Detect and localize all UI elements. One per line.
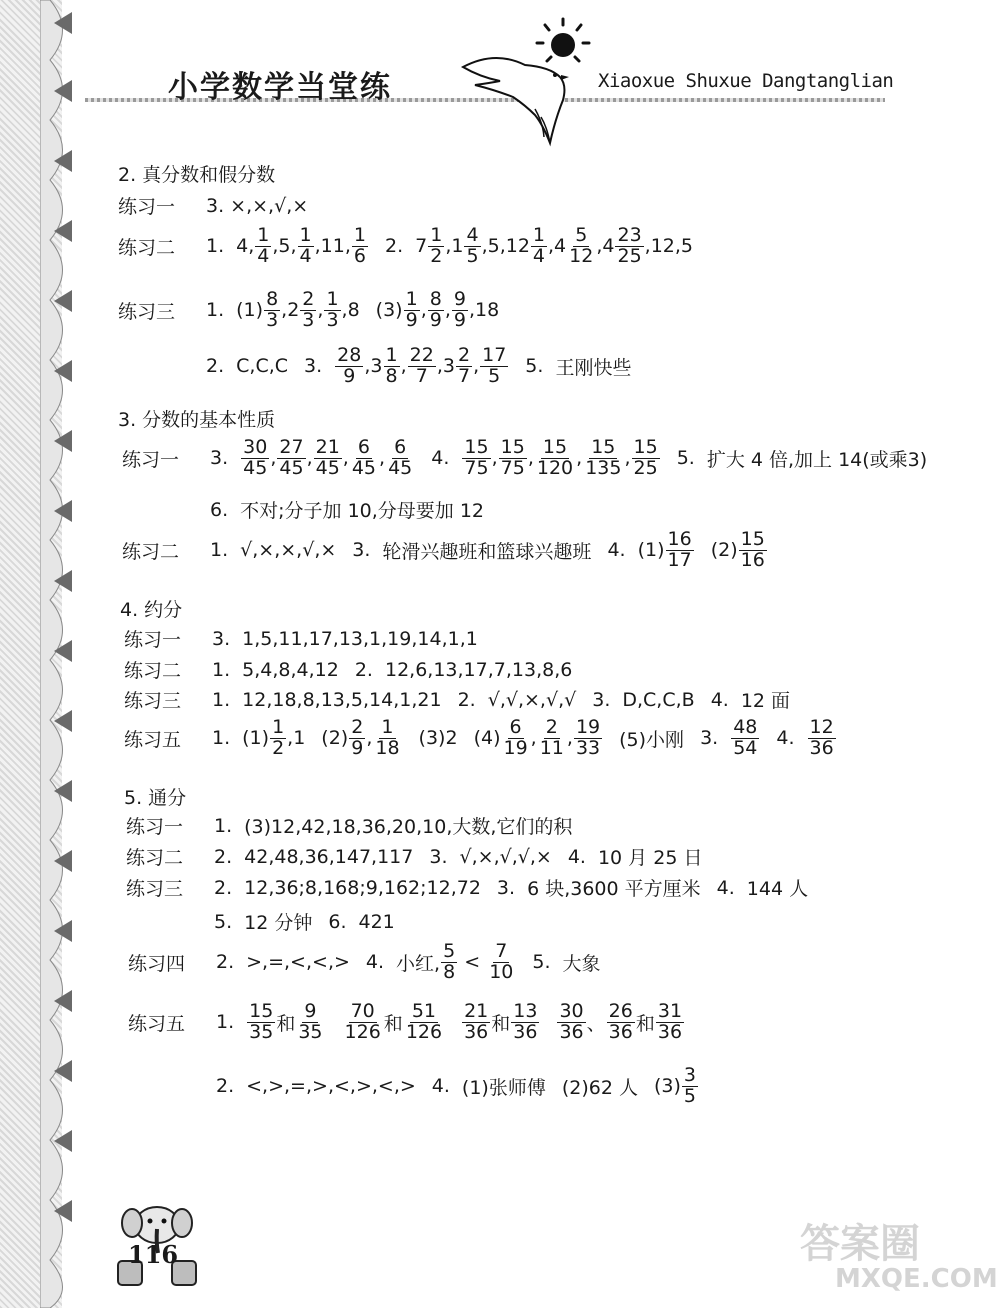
answer-row: 练习三 2. 12,36;8,168;9,162;12,72 3. 6 块,3600 平方厘米 4. 144 人 — [126, 874, 808, 901]
answer-row: 练习三 1. 12,18,8,13,5,14,1,21 2. √,√,×,√,√ 3. D,C,C,B 4. 12 面 — [124, 686, 790, 713]
answer-row: 5. 12 分钟 6. 421 — [214, 910, 395, 934]
answer-row: 6. 不对;分子加 10,分母要加 12 — [210, 498, 485, 522]
watermark: 答案圈 — [800, 1221, 920, 1267]
section-heading: 4. 约分 — [120, 599, 183, 621]
exercise-label: 练习三 — [124, 690, 182, 712]
section-heading: 5. 通分 — [124, 787, 187, 809]
header-title: 小学数学当堂练 — [168, 70, 392, 105]
exercise-label: 练习五 — [128, 1012, 186, 1035]
answer-row: 练习五 1. $\frac{15}{35}$ 和 $\frac{9}{35}$ $\frac{70}{126}$ 和 $\frac{51}{126}$ $\frac{21}{36}$ 和 $\frac{13}{36}$ $\frac{30}{36}$ 、 $\frac{26}{36}$ 和 $\frac{31}{36}$ — [128, 1000, 683, 1043]
header-subtitle: Xiaoxue Shuxue Dangtanglian — [598, 70, 894, 92]
answer-row: 练习一 3. 1,5,11,17,13,1,19,14,1,1 — [124, 625, 478, 652]
section-heading: 2. 真分数和假分数 — [118, 164, 276, 186]
exercise-label: 练习五 — [124, 728, 182, 751]
exercise-label: 练习二 — [122, 540, 180, 563]
exercise-label: 练习一 — [124, 629, 182, 651]
watermark-url: MXQE.COM — [835, 1264, 998, 1294]
answer-row: 练习二 1. 5,4,8,4,12 2. 12,6,13,17,7,13,8,6 — [124, 656, 572, 683]
answer-row: 练习二 1. √,×,×,√,× 3. 轮滑兴趣班和篮球兴趣班 4. (1) $\frac{16}{17}$ (2) $\frac{15}{16}$ — [122, 528, 765, 571]
exercise-label: 练习三 — [126, 878, 184, 900]
exercise-label: 练习三 — [118, 300, 176, 323]
exercise-label: 练习一 — [126, 816, 184, 838]
answer-row: 2. <,>,=,>,<,>,<,> 4. (1)张师傅 (2)62 人 (3) $\frac{3}{5}$ — [216, 1064, 696, 1107]
answer-row: 练习一 1. (3)12,42,18,36,20,10,大数,它们的积 — [126, 812, 572, 839]
answer-row: 练习五 1. (1) $\frac{1}{2}$ ,1 (2) $\frac{2}{9}$ , $\frac{1}{18}$ (3)2 (4) $\frac{6}{19}$ , $\frac{2}{11}$ , $\frac{19}{33}$ (5)小刚 3. $\frac{48}{54}$ 4. $\frac{12}{36}$ — [124, 716, 834, 759]
answer-row: 练习二 2. 42,48,36,147,117 3. √,×,√,√,× 4. 10 月 25 日 — [126, 843, 702, 870]
exercise-label: 练习四 — [128, 952, 186, 975]
exercise-label: 练习一 — [118, 196, 176, 218]
page-number: 116 — [128, 1240, 179, 1269]
answer-row: 练习二 1. 4, $\frac{1}{4}$ ,5, $\frac{1}{4}$ ,11, $\frac{1}{6}$ 2. 7 $\frac{1}{2}$ ,1 $\frac{4}{5}$ ,5,12 $\frac{1}{4}$ ,4 $\frac{5}{12}$ ,4 $\frac{23}{25}$ ,12,5 — [118, 224, 694, 267]
answer-row: 2. C,C,C 3. $\frac{28}{9}$ ,3 $\frac{1}{8}$ , $\frac{22}{7}$ ,3 $\frac{2}{7}$ , $\frac{17}{5}$ 5. 王刚快些 — [206, 344, 632, 387]
answer-row: 练习一 3. $\frac{30}{45}$ , $\frac{27}{45}$ , $\frac{21}{45}$ , $\frac{6}{45}$ , $\frac{6}{45}$ 4. $\frac{15}{75}$ , $\frac{15}{75}$ , $\frac{15}{120}$ , $\frac{15}{135}$ , $\frac{15}{25}$ 5. 扩大 4 倍,加上 14(或乘3) — [122, 436, 928, 479]
exercise-label: 练习二 — [124, 660, 182, 682]
answer-row: 练习一 3. ×,×,√,× — [118, 192, 308, 219]
answer-row: 练习四 2. >,=,<,<,> 4. 小红, $\frac{5}{8}$ < $\frac{7}{10}$ 5. 大象 — [128, 940, 601, 983]
answer-row: 练习三 1. (1) $\frac{8}{3}$ ,2 $\frac{2}{3}$ , $\frac{1}{3}$ ,8 (3) $\frac{1}{9}$ , $\frac{8}{9}$ , $\frac{9}{9}$ ,18 — [118, 288, 500, 331]
section-heading: 3. 分数的基本性质 — [118, 409, 276, 431]
exercise-label: 练习二 — [126, 847, 184, 869]
exercise-label: 练习二 — [118, 236, 176, 259]
exercise-label: 练习一 — [122, 448, 180, 471]
